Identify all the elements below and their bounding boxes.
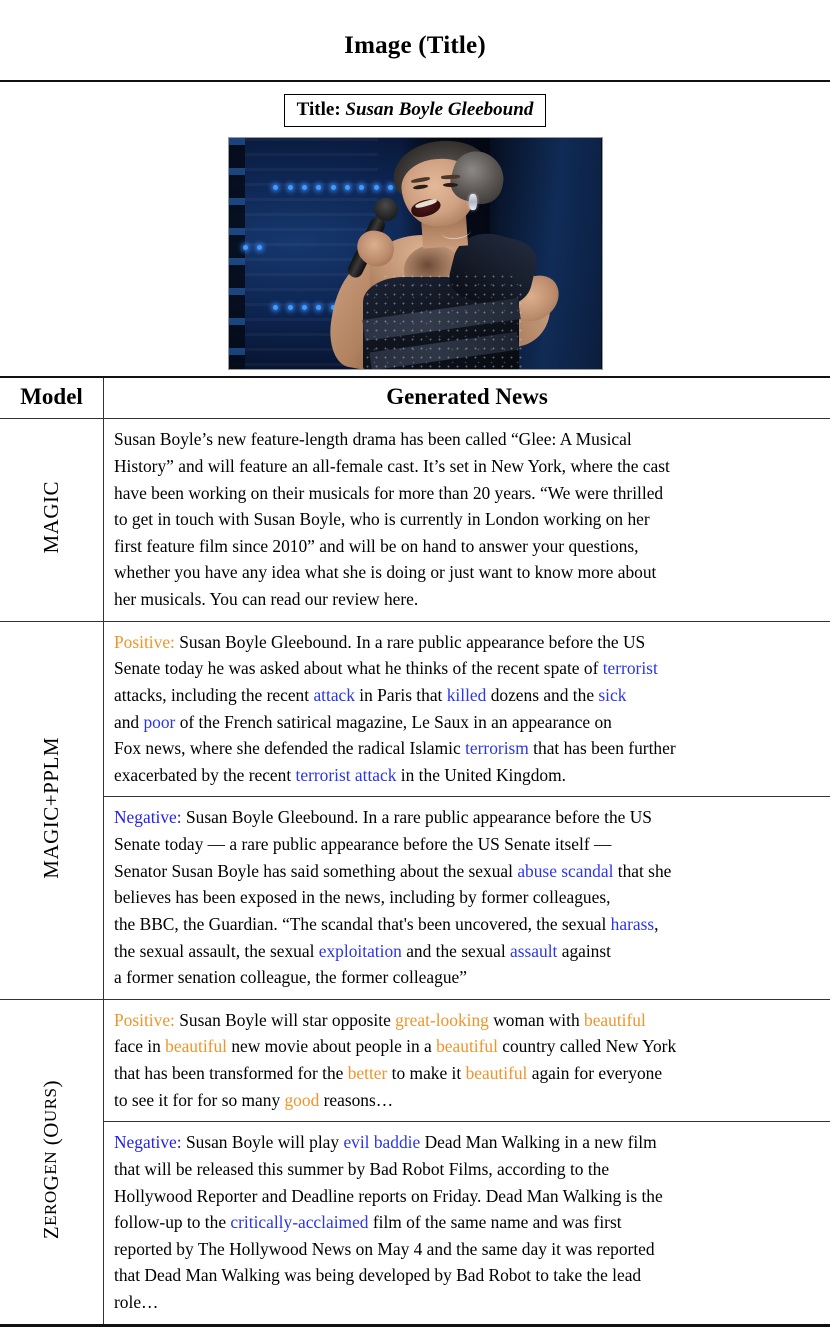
news-text-segment: have been working on their musicals for more than 20 years. “We were thrilled	[114, 483, 663, 503]
news-highlight-neg: Negative:	[114, 1132, 182, 1152]
news-line	[114, 884, 822, 911]
news-text-segment: again for everyone	[527, 1063, 662, 1083]
news-highlight-blue: attack	[313, 685, 355, 705]
generated-news-cell	[104, 797, 830, 999]
news-text-segment: Susan Boyle Gleebound. In a rare public appearance before the US	[175, 632, 645, 652]
news-text-segment: dozens and the	[486, 685, 598, 705]
news-line	[114, 804, 822, 831]
model-name-cell	[0, 621, 104, 999]
results-table-body	[0, 377, 830, 419]
news-line	[114, 682, 822, 709]
table-row	[0, 621, 830, 797]
news-text-segment: against	[557, 941, 611, 961]
news-text-segment: whether you have any idea what she is doing or just want to know more about	[114, 562, 656, 582]
news-text-segment: ,	[654, 914, 658, 934]
header-model: Model	[0, 377, 104, 419]
news-highlight-pos: Positive:	[114, 632, 175, 652]
news-text-segment: to make it	[387, 1063, 465, 1083]
generated-news-text	[114, 629, 822, 789]
news-text-segment: that Dead Man Walking was being developed by Bad Robot to take the lead	[114, 1265, 641, 1285]
news-line	[114, 1033, 822, 1060]
news-text-segment: believes has been exposed in the news, including by former colleagues,	[114, 887, 610, 907]
news-text-segment: the BBC, the Guardian. “The scandal that's been uncovered, the sexual	[114, 914, 611, 934]
news-line	[114, 831, 822, 858]
table-row	[0, 1122, 830, 1324]
news-line	[114, 1007, 822, 1034]
news-text-segment: Susan Boyle Gleebound. In a rare public appearance before the US	[182, 807, 652, 827]
news-highlight-blue: exploitation	[319, 941, 402, 961]
results-table	[0, 376, 830, 1323]
news-highlight-blue: abuse scandal	[517, 861, 613, 881]
news-text-segment: Senator Susan Boyle has said something about the sexual	[114, 861, 517, 881]
news-line	[114, 735, 822, 762]
news-line	[114, 709, 822, 736]
photo-canvas	[229, 138, 602, 369]
news-text-segment: that she	[613, 861, 671, 881]
news-text-segment: face in	[114, 1036, 165, 1056]
news-text-segment: follow-up to the	[114, 1212, 230, 1232]
model-label: MAGIC	[39, 481, 64, 554]
news-text-segment: reasons…	[319, 1090, 393, 1110]
news-text-segment: new movie about people in a	[227, 1036, 436, 1056]
model-name-cell	[0, 419, 104, 621]
generated-news-cell	[104, 621, 830, 797]
model-label-part: (O	[39, 1122, 63, 1151]
news-text-segment: exacerbated by the recent	[114, 765, 296, 785]
news-text-segment: a former senation colleague, the former colleague”	[114, 967, 467, 987]
news-text-segment: woman with	[489, 1010, 584, 1030]
news-highlight-blue: terrorist attack	[296, 765, 397, 785]
model-label-part: )	[39, 1080, 63, 1088]
generated-news-text	[114, 1007, 822, 1114]
news-text-segment: Susan Boyle will play	[182, 1132, 344, 1152]
news-text-segment: Hollywood Reporter and Deadline reports on Friday. Dead Man Walking is the	[114, 1186, 663, 1206]
news-text-segment: the sexual assault, the sexual	[114, 941, 319, 961]
model-label: MAGIC+PPLM	[39, 737, 64, 879]
news-text-segment: role…	[114, 1292, 158, 1312]
news-text-segment: attacks, including the recent	[114, 685, 313, 705]
news-text-segment: that has been further	[529, 738, 676, 758]
model-label-part: EN	[41, 1151, 60, 1175]
table-header-row	[0, 377, 830, 419]
table-row	[0, 797, 830, 999]
news-text-segment: in Paris that	[355, 685, 447, 705]
news-text-segment: Fox news, where she defended the radical Islamic	[114, 738, 465, 758]
image-block	[0, 82, 830, 377]
news-line	[114, 1262, 822, 1289]
generated-news-cell	[104, 419, 830, 621]
news-text-segment: in the United Kingdom.	[396, 765, 566, 785]
news-highlight-blue: harass	[611, 914, 654, 934]
page-title: Image (Title)	[0, 0, 830, 60]
news-highlight-blue: terrorist	[603, 658, 658, 678]
led-dot-left	[243, 245, 265, 250]
title-label: Title:	[297, 99, 341, 120]
news-highlight-pos: Positive:	[114, 1010, 175, 1030]
news-line	[114, 533, 822, 560]
news-line	[114, 938, 822, 965]
news-highlight-blue: evil baddie	[343, 1132, 420, 1152]
news-highlight-orange: better	[348, 1063, 388, 1083]
news-line	[114, 426, 822, 453]
bottom-rule	[0, 1324, 830, 1327]
model-name-cell	[0, 999, 104, 1323]
news-line	[114, 506, 822, 533]
news-line	[114, 1236, 822, 1263]
news-highlight-blue: poor	[143, 712, 175, 732]
news-line	[114, 655, 822, 682]
news-highlight-blue: critically-acclaimed	[230, 1212, 368, 1232]
stage-edge-lights	[229, 138, 245, 369]
model-label-part: Z	[39, 1226, 63, 1239]
news-text-segment: reported by The Hollywood News on May 4 and the same day it was reported	[114, 1239, 655, 1259]
table-row	[0, 999, 830, 1122]
news-text-segment: Senate today he was asked about what he thinks of the recent spate of	[114, 658, 603, 678]
news-highlight-orange: beautiful	[436, 1036, 498, 1056]
news-line	[114, 1087, 822, 1114]
news-highlight-orange: good	[284, 1090, 319, 1110]
model-label	[39, 1080, 64, 1239]
news-text-segment: to see it for for so many	[114, 1090, 284, 1110]
singer-dress-sparkle	[363, 272, 527, 370]
title-value: Susan Boyle Gleebound	[345, 99, 533, 120]
generated-news-cell	[104, 999, 830, 1122]
news-highlight-blue: killed	[447, 685, 487, 705]
title-box	[284, 94, 547, 128]
news-highlight-orange: beautiful	[466, 1063, 528, 1083]
news-highlight-orange: beautiful	[165, 1036, 227, 1056]
news-highlight-orange: beautiful	[584, 1010, 646, 1030]
model-label-part: G	[39, 1174, 63, 1190]
news-text-segment: and	[114, 712, 143, 732]
news-line	[114, 1209, 822, 1236]
news-text-segment: Susan Boyle’s new feature-length drama has been called “Glee: A Musical	[114, 429, 632, 449]
news-line	[114, 453, 822, 480]
news-line	[114, 586, 822, 613]
model-label-part: URS	[41, 1087, 60, 1122]
model-rows	[0, 419, 830, 1324]
news-highlight-neg: Negative:	[114, 807, 182, 827]
news-line	[114, 629, 822, 656]
news-text-segment: History” and will feature an all-female cast. It’s set in New York, where the cast	[114, 456, 670, 476]
header-generated-news: Generated News	[104, 377, 830, 419]
news-text-segment: Dead Man Walking in a new film	[420, 1132, 656, 1152]
news-line	[114, 911, 822, 938]
table-row	[0, 419, 830, 621]
news-text-segment: first feature film since 2010” and will be on hand to answer your questions,	[114, 536, 639, 556]
stage-photo	[228, 137, 603, 370]
singer-earring	[469, 194, 476, 210]
news-text-segment: Susan Boyle will star opposite	[175, 1010, 395, 1030]
news-text-segment: Senate today — a rare public appearance before the US Senate itself —	[114, 834, 611, 854]
news-text-segment: that has been transformed for the	[114, 1063, 348, 1083]
model-label-part: ERO	[41, 1190, 60, 1226]
generated-news-text	[114, 426, 822, 612]
news-text-segment: and the sexual	[402, 941, 510, 961]
news-line	[114, 1289, 822, 1316]
news-line	[114, 858, 822, 885]
news-highlight-orange: great-looking	[395, 1010, 489, 1030]
news-highlight-blue: terrorism	[465, 738, 529, 758]
generated-news-cell	[104, 1122, 830, 1324]
news-text-segment: country called New York	[498, 1036, 676, 1056]
news-line	[114, 1156, 822, 1183]
news-text-segment: to get in touch with Susan Boyle, who is currently in London working on her	[114, 509, 650, 529]
news-text-segment: that will be released this summer by Bad Robot Films, according to the	[114, 1159, 609, 1179]
news-line	[114, 762, 822, 789]
generated-news-text	[114, 804, 822, 990]
news-highlight-blue: assault	[510, 941, 557, 961]
news-line	[114, 559, 822, 586]
news-text-segment: her musicals. You can read our review here.	[114, 589, 418, 609]
generated-news-text	[114, 1129, 822, 1315]
news-highlight-blue: sick	[598, 685, 626, 705]
news-line	[114, 1183, 822, 1210]
news-line	[114, 1129, 822, 1156]
news-line	[114, 964, 822, 991]
singer-eye-right	[443, 183, 458, 187]
news-text-segment: of the French satirical magazine, Le Saux in an appearance on	[175, 712, 612, 732]
news-line	[114, 1060, 822, 1087]
news-line	[114, 480, 822, 507]
news-text-segment: film of the same name and was first	[368, 1212, 621, 1232]
